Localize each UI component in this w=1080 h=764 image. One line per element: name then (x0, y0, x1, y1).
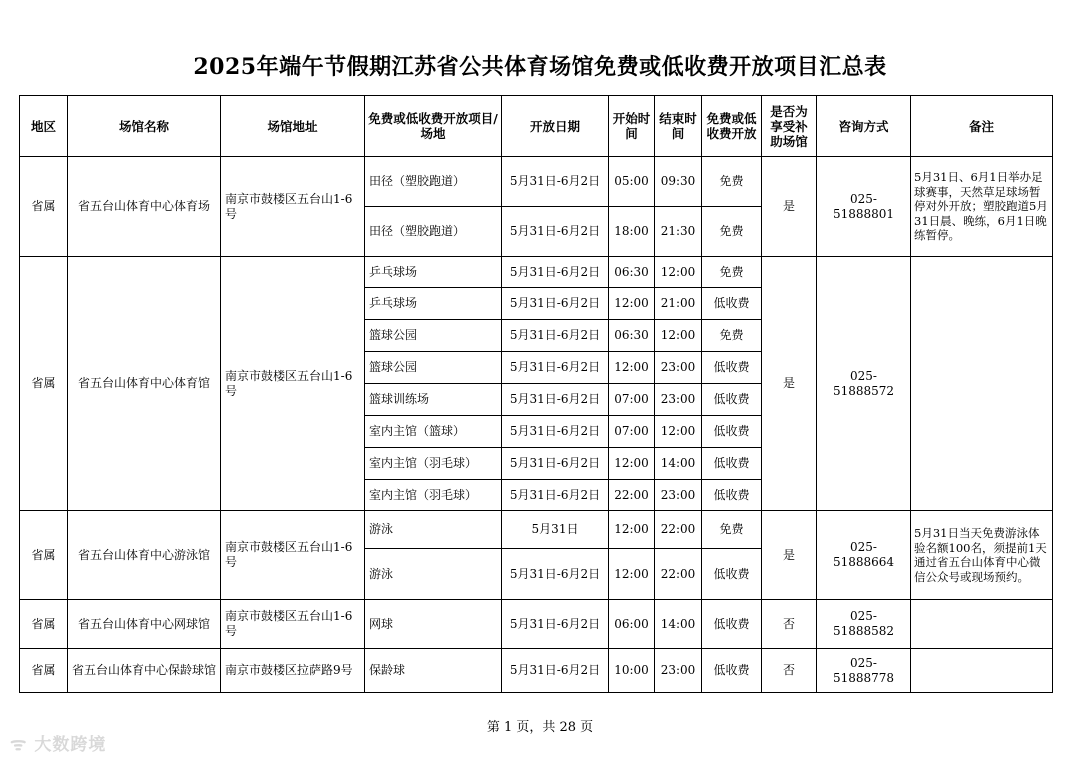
start-cell: 18:00 (609, 207, 655, 257)
watermark-logo-icon: ᯤ (10, 734, 28, 755)
header-end: 结束时间 (655, 96, 702, 157)
date-cell: 5月31日-6月2日 (502, 207, 609, 257)
table-row (20, 511, 1053, 549)
date-cell: 5月31日-6月2日 (502, 416, 609, 448)
contact-cell: 025-51888582 (817, 600, 911, 649)
end-cell: 21:30 (655, 207, 702, 257)
subsidy-cell: 是 (762, 257, 817, 511)
header-fee: 免费或低收费开放 (702, 96, 762, 157)
fee-cell: 低收费 (702, 549, 762, 600)
date-cell: 5月31日-6月2日 (502, 649, 609, 693)
project-cell: 室内主馆（篮球） (365, 416, 502, 448)
project-cell: 乒乓球场 (365, 288, 502, 320)
contact-cell: 025-51888664 (817, 511, 911, 600)
start-cell: 12:00 (609, 288, 655, 320)
start-cell: 05:00 (609, 157, 655, 207)
start-cell: 12:00 (609, 511, 655, 549)
date-cell: 5月31日-6月2日 (502, 257, 609, 288)
note-cell: 5月31日、6月1日举办足球赛事，天然草足球场暂停对外开放；塑胶跑道5月31日晨、晚练，6月1日晚练暂停。 (911, 157, 1053, 257)
fee-cell: 低收费 (702, 600, 762, 649)
end-cell: 14:00 (655, 448, 702, 480)
table-row (20, 157, 1053, 207)
project-cell: 篮球公园 (365, 352, 502, 384)
start-cell: 12:00 (609, 448, 655, 480)
page-footer: 第 1 页，共 28 页 (486, 720, 594, 735)
fee-cell: 免费 (702, 257, 762, 288)
venue-cell: 省五台山体育中心保龄球馆 (68, 649, 221, 693)
address-cell: 南京市鼓楼区五台山1-6号 (221, 600, 365, 649)
date-cell: 5月31日-6月2日 (502, 352, 609, 384)
start-cell: 10:00 (609, 649, 655, 693)
project-cell: 保龄球 (365, 649, 502, 693)
fee-cell: 免费 (702, 157, 762, 207)
header-subsidy: 是否为享受补助场馆 (762, 96, 817, 157)
start-cell: 06:30 (609, 257, 655, 288)
note-cell: 5月31日当天免费游泳体验名额100名，须提前1天通过省五台山体育中心微信公众号或现场预约。 (911, 511, 1053, 600)
page-title: 2025年端午节假期江苏省公共体育场馆免费或低收费开放项目汇总表 (193, 54, 887, 80)
subsidy-cell: 是 (762, 157, 817, 257)
venue-cell: 省五台山体育中心网球馆 (68, 600, 221, 649)
venue-cell: 省五台山体育中心游泳馆 (68, 511, 221, 600)
end-cell: 12:00 (655, 320, 702, 352)
end-cell: 23:00 (655, 384, 702, 416)
project-cell: 田径（塑胶跑道） (365, 207, 502, 257)
contact-cell: 025-51888572 (817, 257, 911, 511)
project-cell: 室内主馆（羽毛球） (365, 480, 502, 511)
start-cell: 12:00 (609, 549, 655, 600)
region-cell: 省属 (20, 157, 68, 257)
subsidy-cell: 否 (762, 600, 817, 649)
start-cell: 06:30 (609, 320, 655, 352)
fee-cell: 免费 (702, 511, 762, 549)
subsidy-cell: 否 (762, 649, 817, 693)
fee-cell: 低收费 (702, 288, 762, 320)
project-cell: 篮球训练场 (365, 384, 502, 416)
start-cell: 07:00 (609, 384, 655, 416)
date-cell: 5月31日-6月2日 (502, 480, 609, 511)
fee-cell: 免费 (702, 320, 762, 352)
contact-cell: 025-51888801 (817, 157, 911, 257)
start-cell: 22:00 (609, 480, 655, 511)
date-cell: 5月31日-6月2日 (502, 320, 609, 352)
project-cell: 乒乓球场 (365, 257, 502, 288)
project-cell: 游泳 (365, 549, 502, 600)
end-cell: 22:00 (655, 511, 702, 549)
venue-cell: 省五台山体育中心体育馆 (68, 257, 221, 511)
watermark (10, 730, 106, 756)
end-cell: 23:00 (655, 480, 702, 511)
date-cell: 5月31日-6月2日 (502, 600, 609, 649)
subsidy-cell: 是 (762, 511, 817, 600)
header-address: 场馆地址 (221, 96, 365, 157)
date-cell: 5月31日-6月2日 (502, 549, 609, 600)
start-cell: 07:00 (609, 416, 655, 448)
project-cell: 室内主馆（羽毛球） (365, 448, 502, 480)
region-cell: 省属 (20, 649, 68, 693)
watermark-text: 大数跨境 (34, 735, 107, 755)
date-cell: 5月31日-6月2日 (502, 288, 609, 320)
date-cell: 5月31日-6月2日 (502, 384, 609, 416)
venue-table (19, 95, 1053, 693)
fee-cell: 低收费 (702, 448, 762, 480)
note-cell (911, 649, 1053, 693)
header-project: 免费或低收费开放项目/场地 (365, 96, 502, 157)
contact-cell: 025-51888778 (817, 649, 911, 693)
date-cell: 5月31日 (502, 511, 609, 549)
end-cell: 21:00 (655, 288, 702, 320)
fee-cell: 免费 (702, 207, 762, 257)
header-start: 开始时间 (609, 96, 655, 157)
project-cell: 网球 (365, 600, 502, 649)
table-row (20, 649, 1053, 693)
table-row (20, 257, 1053, 288)
header-venue: 场馆名称 (68, 96, 221, 157)
note-cell (911, 600, 1053, 649)
end-cell: 23:00 (655, 352, 702, 384)
start-cell: 06:00 (609, 600, 655, 649)
header-contact: 咨询方式 (817, 96, 911, 157)
region-cell: 省属 (20, 257, 68, 511)
address-cell: 南京市鼓楼区五台山1-6号 (221, 511, 365, 600)
address-cell: 南京市鼓楼区五台山1-6号 (221, 257, 365, 511)
end-cell: 14:00 (655, 600, 702, 649)
project-cell: 田径（塑胶跑道） (365, 157, 502, 207)
end-cell: 12:00 (655, 416, 702, 448)
header-row (20, 96, 1053, 157)
project-cell: 游泳 (365, 511, 502, 549)
venue-cell: 省五台山体育中心体育场 (68, 157, 221, 257)
end-cell: 23:00 (655, 649, 702, 693)
end-cell: 09:30 (655, 157, 702, 207)
note-cell (911, 257, 1053, 511)
header-date: 开放日期 (502, 96, 609, 157)
table-row (20, 600, 1053, 649)
end-cell: 12:00 (655, 257, 702, 288)
end-cell: 22:00 (655, 549, 702, 600)
address-cell: 南京市鼓楼区五台山1-6号 (221, 157, 365, 257)
header-region: 地区 (20, 96, 68, 157)
fee-cell: 低收费 (702, 649, 762, 693)
date-cell: 5月31日-6月2日 (502, 448, 609, 480)
address-cell: 南京市鼓楼区拉萨路9号 (221, 649, 365, 693)
fee-cell: 低收费 (702, 352, 762, 384)
project-cell: 篮球公园 (365, 320, 502, 352)
start-cell: 12:00 (609, 352, 655, 384)
fee-cell: 低收费 (702, 384, 762, 416)
region-cell: 省属 (20, 511, 68, 600)
date-cell: 5月31日-6月2日 (502, 157, 609, 207)
fee-cell: 低收费 (702, 480, 762, 511)
fee-cell: 低收费 (702, 416, 762, 448)
region-cell: 省属 (20, 600, 68, 649)
header-note: 备注 (911, 96, 1053, 157)
